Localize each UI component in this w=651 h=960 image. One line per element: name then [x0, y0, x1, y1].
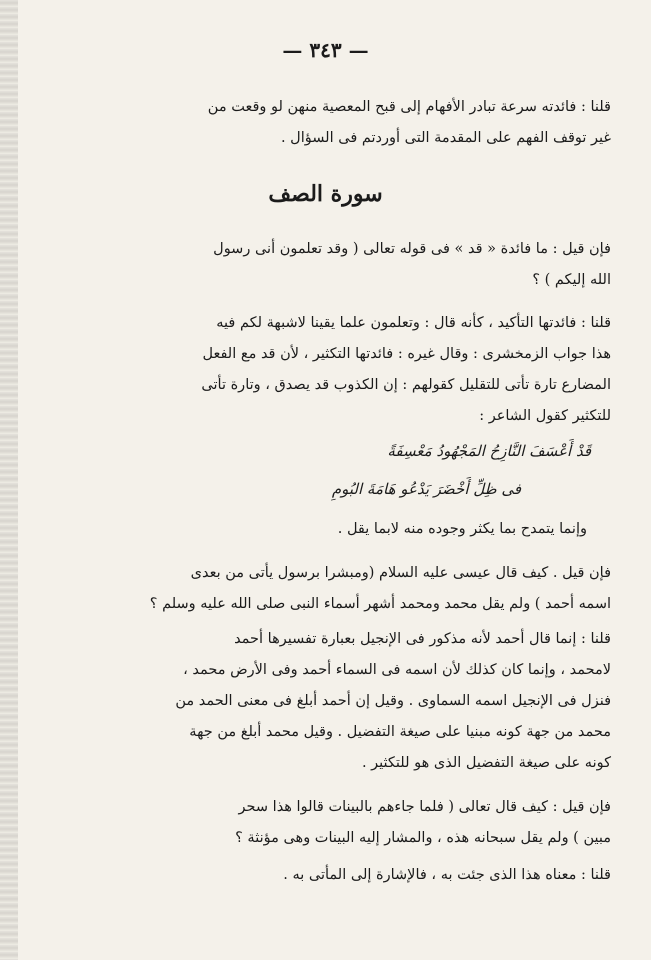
scan-noise-edge	[0, 0, 18, 960]
text-line: قلنا : فائدته سرعة تبادر الأفهام إلى قبح المعصية منهن لو وقعت من	[207, 99, 611, 115]
text-line: فإن قيل : ما فائدة « قد » فى قوله تعالى ( وقد تعلمون أنى رسول	[213, 241, 611, 257]
surah-title: سورة الصف	[268, 181, 383, 207]
text-line: اسمه أحمد ) ولم يقل محمد ومحمد أشهر أسماء النبى صلى الله عليه وسلم ؟	[149, 596, 611, 612]
text-line: مبين ) ولم يقل سبحانه هذه ، والمشار إليه البينات وهى مؤنثة ؟	[235, 830, 611, 846]
answer-3	[45, 860, 611, 891]
text-line: قلنا : معناه هذا الذى جئت به ، فالإشارة إلى المأتى به .	[283, 867, 611, 883]
poem-line-2: فى ظِلِّ أَخْضَرَ يَدْعُو هَامَةَ البُومِ	[331, 480, 521, 498]
text-line: قلنا : إنما قال أحمد لأنه مذكور فى الإنجيل بعبارة تفسيرها أحمد	[234, 631, 611, 647]
text-line: للتكثير كقول الشاعر :	[479, 408, 611, 424]
text-line: لامحمد ، وإنما كان كذلك لأن اسمه فى السماء أحمد وفى الأرض محمد ،	[183, 662, 611, 678]
question-1	[45, 234, 611, 296]
text-line: الله إليكم ) ؟	[532, 272, 611, 288]
text-line: وإنما يتمدح بما يكثر وجوده منه لابما يقل .	[337, 521, 587, 537]
text-line: فنزل فى الإنجيل اسمه السماوى . وقيل إن أحمد أبلغ فى معنى الحمد من	[175, 693, 611, 709]
text-line: فإن قيل : كيف قال تعالى ( فلما جاءهم بالبينات قالوا هذا سحر	[238, 799, 611, 815]
text-line: كونه على صيغة التفضيل الذى هو للتكثير .	[361, 755, 611, 771]
text-line: محمد من جهة كونه مبنيا على صيغة التفضيل . وقيل محمد أبلغ من جهة	[189, 724, 611, 740]
answer-1	[45, 308, 611, 432]
answer-1-conclusion	[45, 514, 611, 545]
intro-paragraph	[45, 92, 611, 154]
question-2	[45, 558, 611, 620]
text-line: المضارع تارة تأتى للتقليل كقولهم : إن الكذوب قد يصدق ، وتارة تأتى	[201, 377, 611, 393]
page-number: — ٣٤٣ —	[282, 38, 369, 62]
question-3	[45, 792, 611, 854]
text-line: فإن قيل . كيف قال عيسى عليه السلام (ومبشرا برسول يأتى من بعدى	[190, 565, 611, 581]
poem-line-1: قَدْ أَعْسَفَ النَّازِحُ المَجْهُودُ مَعْسِفَةً	[387, 442, 591, 460]
text-line: قلنا : فائدتها التأكيد ، كأنه قال : وتعلمون علما يقينا لاشبهة لكم فيه	[216, 315, 611, 331]
text-line: غير توقف الفهم على المقدمة التى أوردتم فى السؤال .	[280, 130, 611, 146]
text-line: هذا جواب الزمخشرى : وقال غيره : فائدتها التكثير ، لأن قد مع الفعل	[202, 346, 611, 362]
answer-2	[45, 624, 611, 779]
